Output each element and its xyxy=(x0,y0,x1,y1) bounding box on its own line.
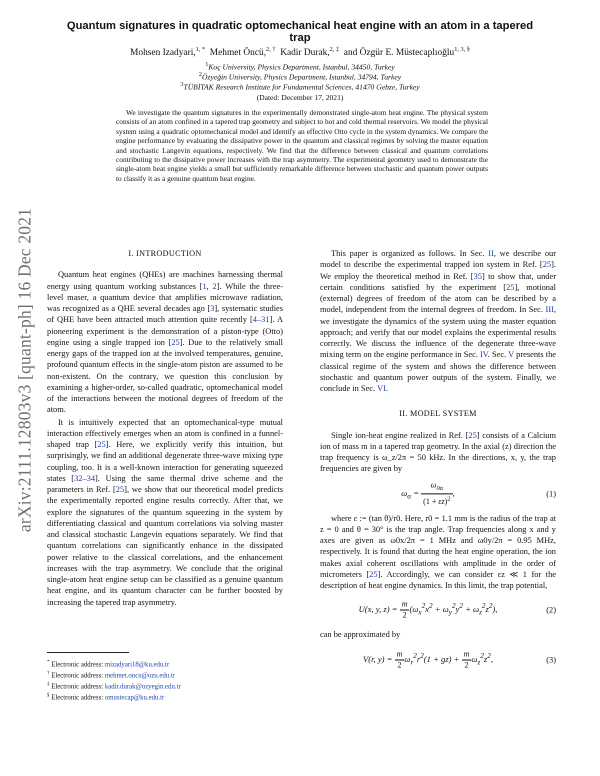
footnote-1: * Electronic address: mizadyari18@ku.edu.tr xyxy=(47,660,170,669)
citation-link[interactable]: 25 xyxy=(369,569,378,579)
section-heading-introduction: I. INTRODUCTION xyxy=(128,249,202,258)
equation-3-number: (3) xyxy=(546,654,556,664)
left-column xyxy=(47,248,283,608)
text-run: ] to show that, under certain conditions satisfied by the experiment [ xyxy=(320,271,556,292)
date-line: (Dated: December 17, 2021) xyxy=(256,93,344,102)
author-3: Kadir Durak,$^{2, \ddagger}$ xyxy=(280,46,340,59)
equation-2 xyxy=(320,597,556,623)
citation-link[interactable]: VI xyxy=(377,384,386,393)
text-run: Quantum heat engines (QHEs) are machines harnessing thermal energy using quantum working substances [ xyxy=(47,270,283,291)
citation-link[interactable]: 25 xyxy=(468,430,477,440)
text-run: , we investigate the dynamics of the system using the master equation approach; and verify that our model explains the experimental results correctly. We discuss the influence of the degenerate three-wave mixing term on the engine performance in Sec. xyxy=(320,305,556,360)
arxiv-sidebar-stamp xyxy=(14,207,36,533)
email-link-4[interactable]: omustecap@ku.edu.tr xyxy=(104,693,165,701)
organization-paragraph xyxy=(320,248,556,394)
citation-link[interactable]: 25 xyxy=(506,282,515,292)
equation-2-expression: U(x, y, z) = $\frac{m}{2}$ $(\omega_x^2x^2 + \omega_y^2y^2 + \omega_z^2z^2)$, xyxy=(358,599,498,620)
email-link-2[interactable]: mehmet.oncu@ozu.edu.tr xyxy=(104,672,176,680)
affiliation-1: $^1$Koç University, Physics Department, Istanbul, 34450, Turkey xyxy=(205,61,395,72)
model-paragraph-2: where ε := (tan θ)/r0. Here, r0 = 1.1 mm is the radius of the trap at z = 0 and θ = 30° is the trap angle. Trap frequencies along x and y axes are given as ω0x/2π = 1 MHz and ω0y/2π = 0.95 MHz, respectively. It is found that during the heat engine operation, the ion makes axial coherent oscillations with amplitude in the order of micrometers [25]. Accordingly, we can consider εz ≪ 1 for the description of heat engine dynamics. In this limit, the trap potential, xyxy=(320,513,556,590)
equation-3-expression: V(r, y) = $\frac{m}{2}$ $\omega_r^2r^2(1 + gz)$ + $\frac{m}{2}$ $\omega_z^2z^2$, xyxy=(363,649,493,669)
abstract-text: We investigate the quantum signatures in the experimentally demonstrated single-atom heat engine. The physical system consists of an atom confined in a tapered trap geometry and subject to hot and cold thermal reservoirs. We model the physical system using a quadratic optomechanical model and identify an effective Otto cycle in the system dynamics. We compare the engine performance by evaluating the dissipative power in the quantum and classical regimes by solving the master equation and stochastic Langevin equations, respectively. We find that the difference between classical and quantum correlations contributing to the dissipative power increases with the trap asymmetry. The experimental geometry used to demonstrate the single-atom heat engine yields a small but sufficiently remarkable difference between stochastic and quantum power outputs to classify it as a genuine quantum heat engine. xyxy=(116,108,488,183)
section-heading-model-system: II. MODEL SYSTEM xyxy=(399,409,477,419)
text-run: . xyxy=(385,384,388,393)
text-run: ]. Using the same thermal drive scheme and the parameters in Ref. [ xyxy=(47,473,283,494)
citation-link[interactable]: 4–31 xyxy=(252,315,270,325)
intro-paragraph-2 xyxy=(47,417,283,608)
citation-link[interactable]: 32–34 xyxy=(74,473,96,483)
text-run: presents the classical regime of the system and shows the difference between stochastic and quantum power outputs of the system. Finally, we conclude in Sec. xyxy=(320,350,556,393)
text-run: ]. While the three-level maser, a quantum device that amplifies microwave radiation, was recognized as a QHE several decades ago [ xyxy=(47,281,284,313)
citation-link[interactable]: 25 xyxy=(171,337,180,347)
text-run: ]. Here, we explicitly verify this intuition, but surprisingly, we find an additional degenerate three-wave mixing type coupling, too. It is a well-known interaction for generating squeezed states [ xyxy=(47,440,283,483)
citation-link[interactable]: III xyxy=(545,305,554,315)
model-paragraph-3: can be approximated by xyxy=(320,630,401,640)
model-paragraph-1 xyxy=(320,430,556,475)
right-column xyxy=(320,248,556,679)
footnotes xyxy=(47,652,283,702)
citation-link[interactable]: 25 xyxy=(542,260,552,270)
text-run: Single ion-heat engine realized in Ref. [ xyxy=(331,430,469,440)
citation-link[interactable]: 1 xyxy=(202,281,207,291)
citation-link[interactable]: 3 xyxy=(210,304,215,313)
citation-link[interactable]: 25 xyxy=(115,485,125,494)
equation-1-expression: $\omega_\alpha$ = $\frac{\omega_{0\alpha}}{(1 + \varepsilon z)^2}$ , xyxy=(401,479,455,507)
citation-link[interactable]: II xyxy=(488,249,494,258)
text-run: , xyxy=(206,281,213,291)
text-run: ]. We employ the theoretical method in Ref. [ xyxy=(320,260,556,281)
footnote-4: § Electronic address: omustecap@ku.edu.tr xyxy=(47,692,165,701)
equation-3 xyxy=(320,647,556,673)
text-run: ]. A pioneering experiment is the demonstration of a piston-type (Otto) engine using a single trapped ion [ xyxy=(47,315,283,347)
footnote-rule xyxy=(47,652,129,653)
citation-link[interactable]: V xyxy=(508,350,515,360)
text-run: . Sec. xyxy=(487,350,509,360)
footnote-3: ‡ Electronic address: kadir.durak@ozyegin.edu.tr xyxy=(47,681,181,690)
equation-2-number: (2) xyxy=(546,605,556,615)
citation-link[interactable]: 25 xyxy=(97,440,106,449)
email-link-3[interactable]: kadir.durak@ozyegin.edu.tr xyxy=(104,682,181,690)
text-run: , we describe our model to describe the experimental trapped ion system in Ref. [ xyxy=(320,249,556,270)
paper-title: Quantum signatures in quadratic optomechanical heat engine with an atom in a tapered trap xyxy=(66,20,534,44)
author-1: Mohsen Izadyari,$^{1, *}$ xyxy=(130,46,206,59)
citation-link[interactable]: IV xyxy=(480,350,488,360)
equation-1 xyxy=(320,481,556,507)
author-2: Mehmet Öncü,$^{2, \dagger}$ xyxy=(209,46,276,59)
author-4: and Özgür E. Müstecaplıoğlu$^{1, 3, \S}$ xyxy=(343,46,470,59)
intro-paragraph-1 xyxy=(47,269,283,415)
equation-1-number: (1) xyxy=(546,488,556,498)
text-run: ], we show that our theoretical model predicts the experimentally reported engine results correctly. After that, we explore the signatures of the quantum squeezing in the system by differentiating classical and quantum correlations via solving master and classical stochastic Langevin equations separately. We find that quantum correlations can significantly enhance in the dissipated power relative to the classical correlations, and the enhancement increases with the trap asymmetry. We conclude that the original single-atom heat engine setup can be classified as a genuine quantum heat engine, and its quantum character can be further boosted by increasing the tapered trap asymmetry. xyxy=(47,485,283,607)
citation-link[interactable]: 35 xyxy=(473,271,482,281)
citation-link[interactable]: 2 xyxy=(212,281,217,291)
text-run: ], systematic studies of QHE have been attracted much attention quite recently [ xyxy=(47,304,283,325)
abstract xyxy=(116,108,488,183)
text-run: ]. Due to the relatively small energy gaps of the trapped ion at the involved temperatures, genuine, profound quantum effects in the single-atom piston are assumed to be non-existent. On the contrary, we question this conclusion by examining a higher-order, so-called quadratic, optomechanical model of the interactions between the motional degrees of freedom of the atom. xyxy=(47,337,283,415)
arxiv-id[interactable]: arXiv:2111.12803v3 [quant-ph] 16 Dec 2021 xyxy=(14,207,35,533)
text-run: This paper is organized as follows. In Sec. xyxy=(331,249,489,258)
affiliation-3: $^3$TÜBİTAK Research Institute for Fundamental Sciences, 41470 Gebze, Turkey xyxy=(180,81,420,92)
footnote-2: † Electronic address: mehmet.oncu@ozu.edu.tr xyxy=(47,670,176,680)
affiliation-2: $^2$Özyeğin University, Physics Department, Istanbul, 34794, Turkey xyxy=(198,71,402,82)
author-list xyxy=(60,46,540,58)
text-run: ] consists of a Calcium ion of mass m in a tapered trap geometry. In the axial (z) direction the trap frequency is ω_z/2π = 50 kHz. In the directions, x, y, the trap frequencies are given by xyxy=(320,430,556,474)
text-run: It is intuitively expected that an optomechanical-type mutual interaction effectively emerges when an atom is confined in a funnel-shaped trap [ xyxy=(47,417,283,449)
email-link-1[interactable]: mizadyari18@ku.edu.tr xyxy=(104,661,170,669)
text-run: ], motional (external) degrees of freedom of the atom can be described by a model, independent from the internal degrees of freedom. In Sec. xyxy=(320,282,556,315)
